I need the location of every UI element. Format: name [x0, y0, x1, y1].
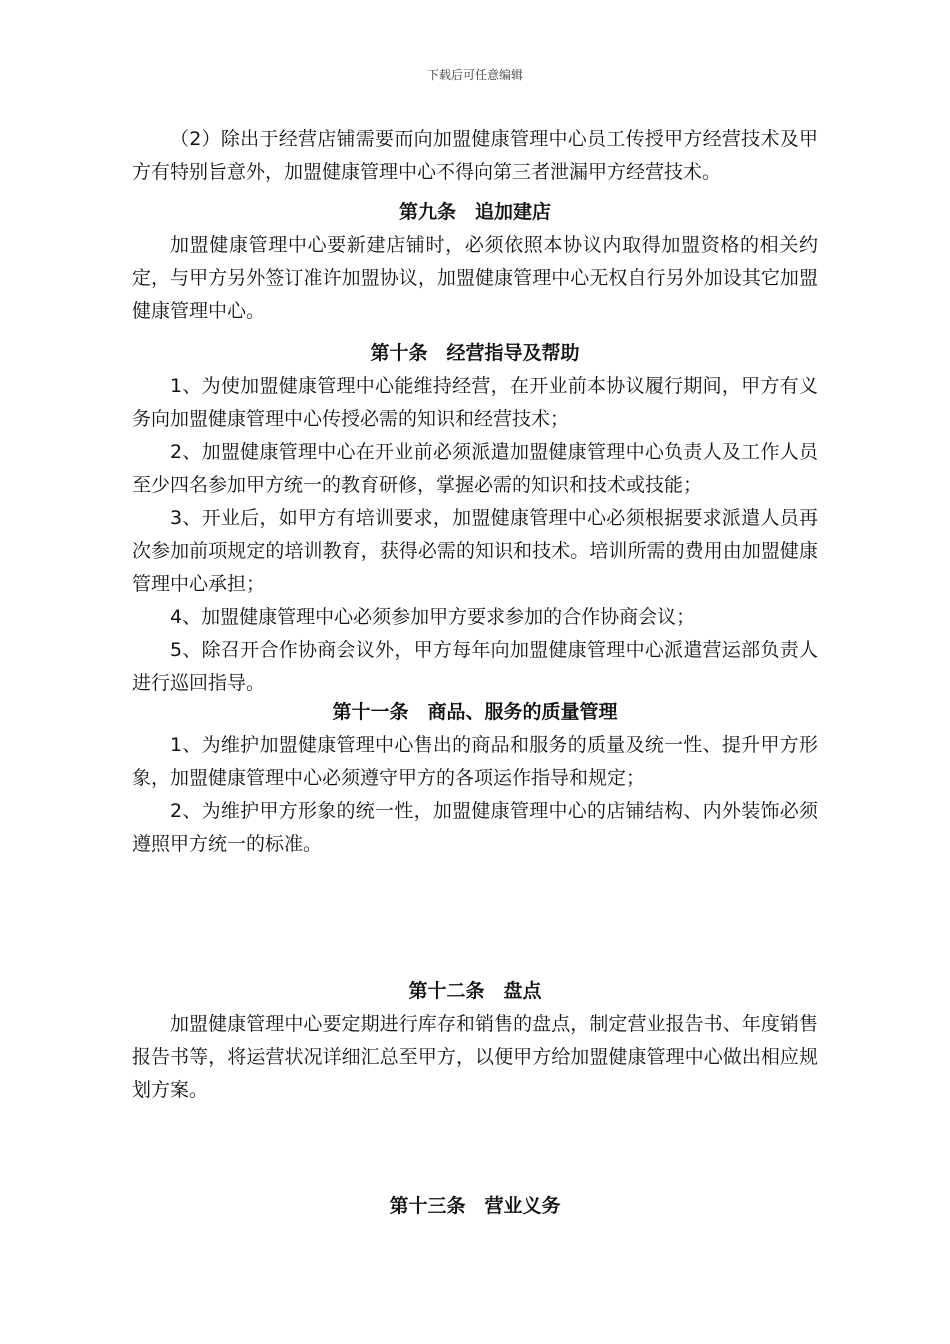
article-13-section: [132, 1190, 818, 1223]
article-10-item-2: 2、加盟健康管理中心在开业前必须派遣加盟健康管理中心负责人及工作人员至少四名参加甲方统一的教育研修，掌握必需的知识和技术或技能；: [132, 441, 818, 496]
article-11-section: [132, 696, 818, 861]
intro-section: [132, 123, 818, 189]
article-11-item-1: 1、为维护加盟健康管理中心售出的商品和服务的质量及统一性、提升甲方形象，加盟健康管理中心必须遵守甲方的各项运作指导和规定；: [132, 734, 818, 789]
article-12-title: 第十二条 盘点: [408, 980, 542, 1002]
article-10-title: 第十条 经营指导及帮助: [370, 342, 580, 364]
article-9-section: [132, 196, 818, 328]
article-9-paragraph-1: 加盟健康管理中心要新建店铺时，必须依照本协议内取得加盟资格的相关约定，与甲方另外签订准许加盟协议，加盟健康管理中心无权自行另外加设其它加盟健康管理中心。: [132, 234, 818, 322]
article-10-item-3: 3、开业后，如甲方有培训要求，加盟健康管理中心必须根据要求派遣人员再次参加前项规定的培训教育，获得必需的知识和技术。培训所需的费用由加盟健康管理中心承担；: [132, 507, 818, 595]
article-10-section: [132, 337, 818, 700]
article-10-item-4: 4、加盟健康管理中心必须参加甲方要求参加的合作协商会议；: [170, 606, 696, 628]
article-12-section: [132, 975, 818, 1107]
article-11-item-2: 2、为维护甲方形象的统一性，加盟健康管理中心的店铺结构、内外装饰必须遵照甲方统一的标准。: [132, 800, 818, 855]
article-11-title: 第十一条 商品、服务的质量管理: [332, 701, 618, 723]
article-12-paragraph-1: 加盟健康管理中心要定期进行库存和销售的盘点，制定营业报告书、年度销售报告书等，将运营状况详细汇总至甲方，以便甲方给加盟健康管理中心做出相应规划方案。: [132, 1013, 818, 1101]
article-10-item-5: 5、除召开合作协商会议外，甲方每年向加盟健康管理中心派遣营运部负责人进行巡回指导。: [132, 639, 818, 694]
intro-paragraph-1: （2）除出于经营店铺需要而向加盟健康管理中心员工传授甲方经营技术及甲方有特别旨意外，加盟健康管理中心不得向第三者泄漏甲方经营技术。: [132, 128, 818, 183]
article-13-title: 第十三条 营业义务: [389, 1195, 561, 1217]
article-10-item-1: 1、为使加盟健康管理中心能维持经营，在开业前本协议履行期间，甲方有义务向加盟健康管理中心传授必需的知识和经营技术；: [132, 375, 818, 430]
article-9-title: 第九条 追加建店: [398, 201, 551, 223]
page-header: 下载后可任意编辑: [426, 68, 523, 82]
